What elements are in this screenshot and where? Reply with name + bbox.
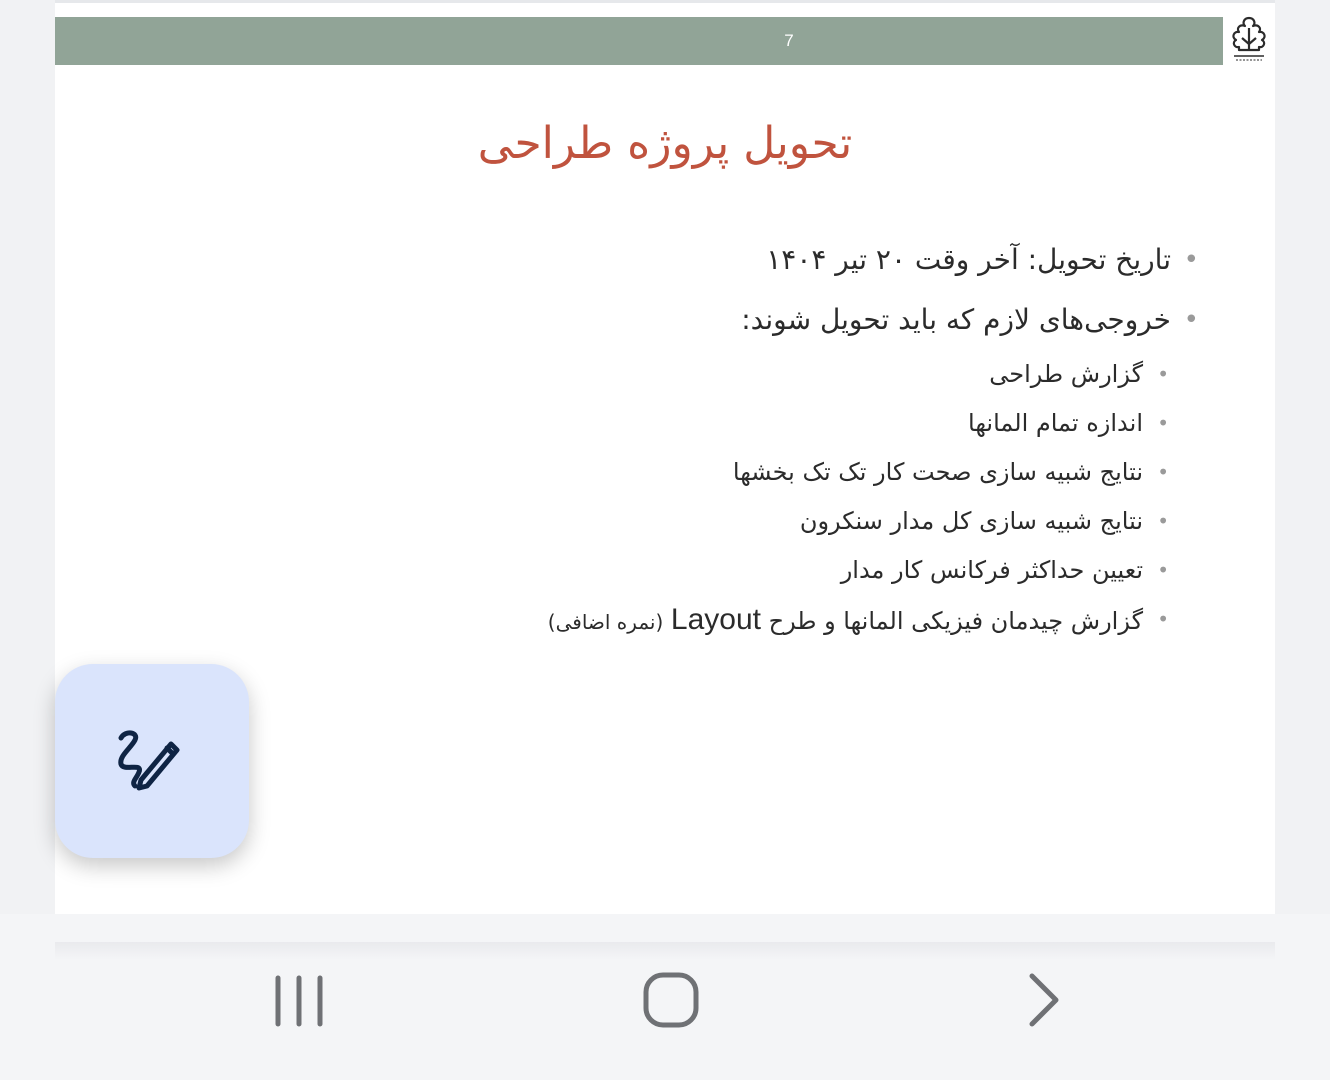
sub-bullet-max-frequency	[405, 546, 1205, 595]
navbar-divider	[55, 942, 1275, 960]
slide-header-bar	[55, 17, 1223, 65]
back-button[interactable]	[1004, 966, 1084, 1036]
layout-term: Layout	[670, 603, 761, 636]
sub-bullet-text: گزارش طراحی	[989, 360, 1143, 388]
extra-credit-note: (نمره اضافی)	[547, 610, 664, 634]
slide-content	[405, 230, 1205, 647]
sub-bullet-circuit-simulation	[405, 497, 1205, 546]
bullet-dot: •	[1157, 558, 1169, 582]
sub-bullet-design-report	[405, 350, 1205, 399]
home-icon	[631, 966, 711, 1036]
recents-button[interactable]	[260, 966, 340, 1036]
system-navigation-bar	[0, 914, 1330, 1080]
bullet-dot: •	[1157, 509, 1169, 533]
page-number-wrap	[55, 17, 1223, 65]
recents-icon	[260, 966, 340, 1036]
top-divider	[55, 0, 1275, 3]
bullet-dot: •	[1157, 460, 1169, 484]
edit-pen-icon	[113, 724, 183, 794]
sub-bullet-text: اندازه تمام المانها	[968, 409, 1143, 437]
sub-bullet-text: نتایج شبیه سازی کل مدار سنکرون	[799, 507, 1143, 535]
sub-bullet-text: تعیین حداکثر فرکانس کار مدار	[840, 556, 1143, 584]
bullet-delivery-date	[405, 230, 1205, 290]
bullet-dot: •	[1183, 305, 1199, 335]
sub-bullet-element-sizes	[405, 399, 1205, 448]
university-logo-icon	[1224, 14, 1274, 68]
bullet-dot: •	[1157, 411, 1169, 435]
sub-bullet-text: نتایج شبیه سازی صحت کار تک تک بخشها	[732, 458, 1143, 486]
bullet-dot: •	[1157, 607, 1169, 631]
bullet-text: تاریخ تحویل: آخر وقت ۲۰ تیر ۱۴۰۴	[766, 243, 1171, 276]
bullet-text: خروجی‌های لازم که باید تحویل شوند:	[741, 303, 1171, 336]
bullet-required-outputs	[405, 290, 1205, 350]
edit-fab-button[interactable]	[55, 664, 249, 858]
page-number: 7	[784, 31, 794, 50]
sub-bullet-text: گزارش چیدمان فیزیکی المانها و طرح	[768, 607, 1143, 635]
sub-bullet-section-simulation	[405, 448, 1205, 497]
home-button[interactable]	[631, 966, 711, 1036]
bullet-dot: •	[1183, 245, 1199, 275]
sub-bullet-layout-report	[405, 595, 1205, 647]
back-icon	[1004, 966, 1084, 1036]
slide-title: تحویل پروژه طراحی	[477, 118, 853, 169]
bullet-dot: •	[1157, 362, 1169, 386]
